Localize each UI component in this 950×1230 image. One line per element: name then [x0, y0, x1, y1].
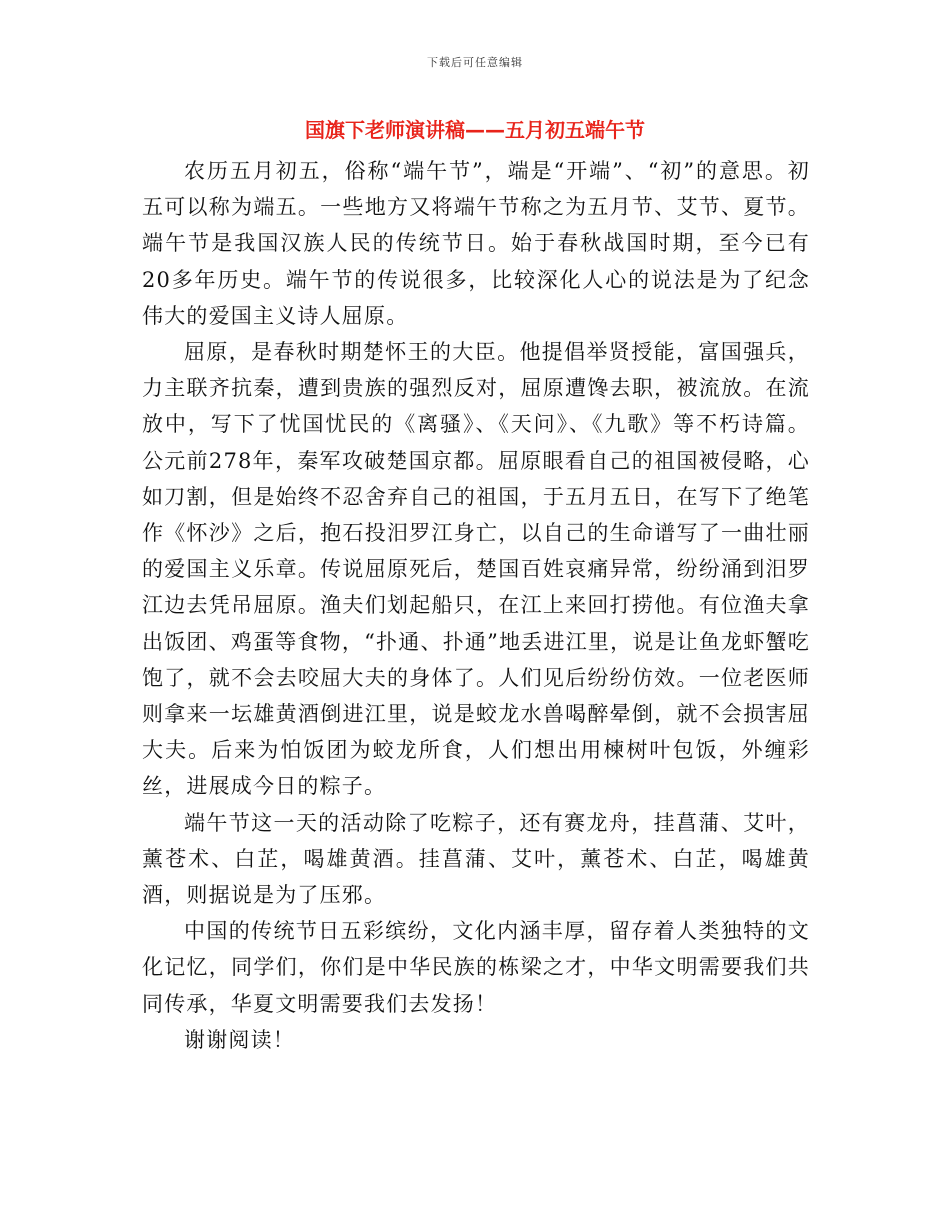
page-title: 国旗下老师演讲稿——五月初五端午节	[305, 118, 645, 142]
document-body	[142, 153, 810, 1058]
paragraph-quyuan: 屈原，是春秋时期楚怀王的大臣。他提倡举贤授能，富国强兵，力主联齐抗秦，遭到贵族的强烈反对，屈原遭馋去职，被流放。在流放中，写下了忧国忧民的《离骚》、《天问》、《九歌》等不朽诗篇。公元前278年，秦军攻破楚国京都。屈原眼看自己的祖国被侵略，心如刀割，但是始终不忍舍弃自己的祖国，于五月五日，在写下了绝笔作《怀沙》之后，抱石投汨罗江身亡，以自己的生命谱写了一曲壮丽的爱国主义乐章。传说屈原死后，楚国百姓哀痛异常，纷纷涌到汨罗江边去凭吊屈原。渔夫们划起船只，在江上来回打捞他。有位渔夫拿出饭团、鸡蛋等食物，“扑通、扑通”地丢进江里，说是让鱼龙虾蟹吃饱了，就不会去咬屈大夫的身体了。人们见后纷纷仿效。一位老医师则拿来一坛雄黄酒倒进江里，说是蛟龙水兽喝醉晕倒，就不会损害屈大夫。后来为怕饭团为蛟龙所食，人们想出用楝树叶包饭，外缠彩丝，进展成今日的粽子。	[142, 340, 810, 799]
paragraph-activities: 端午节这一天的活动除了吃粽子，还有赛龙舟，挂菖蒲、艾叶，薰苍术、白芷，喝雄黄酒。挂菖蒲、艾叶，薰苍术、白芷，喝雄黄酒，则据说是为了压邪。	[142, 810, 810, 908]
paragraph-thanks: 谢谢阅读！	[184, 1027, 295, 1052]
paragraph-conclusion: 中国的传统节日五彩缤纷，文化内涵丰厚，留存着人类独特的文化记忆，同学们，你们是中华民族的栋梁之才，中华文明需要我们共同传承，华夏文明需要我们去发扬！	[142, 919, 810, 1016]
header-note: 下载后可任意编辑	[427, 56, 523, 69]
paragraph-intro: 农历五月初五，俗称“端午节”，端是“开端”、“初”的意思。初五可以称为端五。一些地方又将端午节称之为五月节、艾节、夏节。端午节是我国汉族人民的传统节日。始于春秋战国时期，至今已有20多年历史。端午节的传说很多，比较深化人心的说法是为了纪念伟大的爱国主义诗人屈原。	[142, 159, 810, 328]
